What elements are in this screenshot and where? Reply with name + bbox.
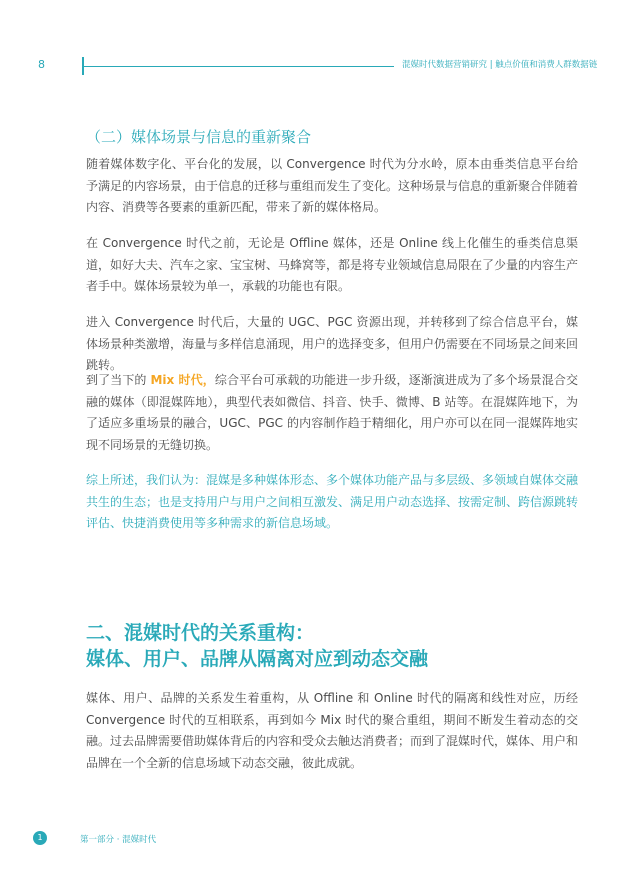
footer-badge: 1: [33, 831, 47, 845]
mix-highlight: Mix 时代，: [150, 373, 215, 387]
chapter-heading: [86, 620, 586, 672]
paragraph-convergence-intro: 随着媒体数字化、平台化的发展，以 Convergence 时代为分水岭，原本由垂类信息平台给予满足的内容场景，由于信息的迁移与重组而发生了变化。这种场景与信息的重新聚合伴随着内容、消费等各要素的重新匹配，带来了新的媒体格局。: [86, 157, 579, 214]
footer-text: 第一部分 · 混媒时代: [80, 835, 157, 845]
chapter-heading-line2: 媒体、用户、品牌从隔离对应到动态交融: [86, 648, 429, 670]
paragraph-after-convergence: 进入 Convergence 时代后，大量的 UGC、PGC 资源出现，并转移到了综合信息平台，媒体场景种类激增，海量与多样信息涌现，用户的选择变多，但用户仍需要在不同场景之间来回跳转。: [86, 315, 579, 372]
chapter-paragraph: 媒体、用户、品牌的关系发生着重构，从 Offline 和 Online 时代的隔离和线性对应，历经 Convergence 时代的互相联系，再到如今 Mix 时代的聚合重组，期间不断发生着动态的交融。过去品牌需要借助媒体背后的内容和受众去触达消费者；而到了混媒时代，媒体、用户和品牌在一个全新的信息场域下动态交融，彼此成就。: [86, 691, 579, 770]
paragraph-before-convergence: 在 Convergence 时代之前，无论是 Offline 媒体，还是 Online 线上化催生的垂类信息渠道，如好大夫、汽车之家、宝宝树、马蜂窝等，都是将专业领域信息局限在了少量的内容生产者手中。媒体场景较为单一，承载的功能也有限。: [86, 236, 579, 293]
mix-prefix: 到了当下的: [86, 373, 151, 387]
paragraph-mix-era: [86, 370, 578, 456]
header-rule: [82, 66, 394, 67]
mix-rest: 综合平台可承载的功能进一步升级，逐渐演进成为了多个场景混合交融的媒体（即混媒阵地），典型代表如微信、抖音、快手、微博、B 站等。在混媒阵地下，为了适应多重场景的融合，UGC、PGC 的内容制作趋于精细化，用户亦可以在同一混媒阵地实现不同场景的无缝切换。: [86, 373, 578, 452]
chapter-heading-line1: 二、混媒时代的关系重构：: [86, 622, 315, 644]
sub-heading: （二）媒体场景与信息的重新聚合: [86, 128, 312, 146]
header-title: 混媒时代数据营销研究 | 触点价值和消费人群数据链: [402, 60, 598, 70]
page-number: 8: [38, 58, 45, 71]
summary-paragraph: 综上所述，我们认为：混媒是多种媒体形态、多个媒体功能产品与多层级、多领域自媒体交融共生的生态；也是支持用户与用户之间相互激发、满足用户动态选择、按需定制、跨信源跳转评估、快捷消费使用等多种需求的新信息场域。: [86, 473, 579, 530]
